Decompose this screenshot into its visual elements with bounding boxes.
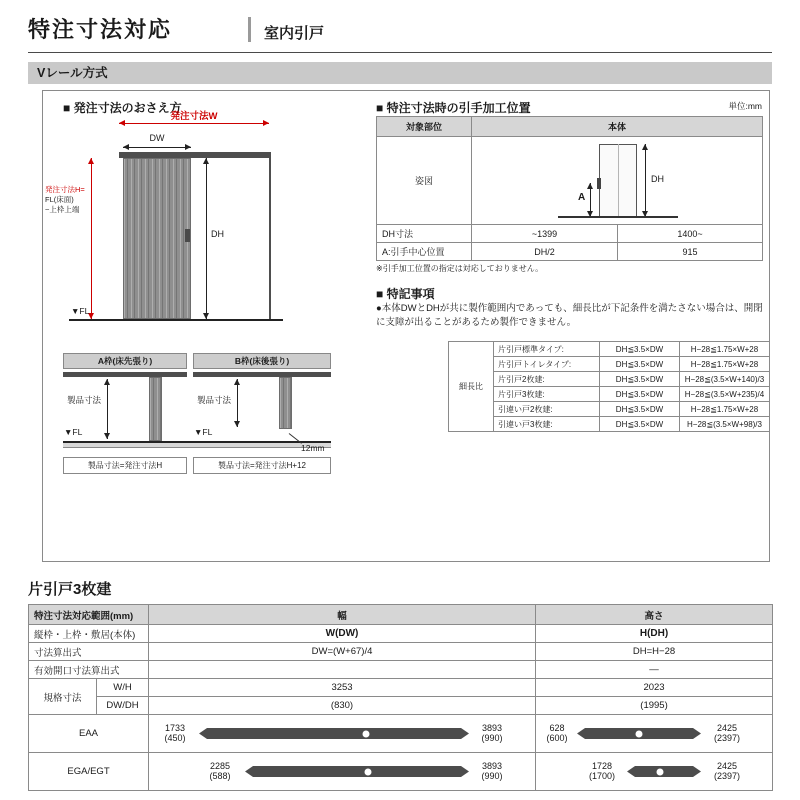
range-marker-dot (365, 768, 372, 775)
range-marker-dot (636, 730, 643, 737)
range-marker-dot (657, 768, 664, 775)
cell-standard-dwdh-w: (830) (149, 697, 536, 715)
page-subtitle: 室内引戸 (264, 25, 325, 42)
cell-body-label: 縦枠・上枠・敷居(本体) (29, 625, 149, 643)
eaa-height-range-cell (536, 715, 773, 753)
frame-b-door-slice (279, 377, 292, 429)
figure-dh-arrow (645, 144, 646, 217)
cell-a-value-low: DH/2 (472, 243, 618, 261)
cell-standard-wh: W/H (97, 679, 149, 697)
figure-handle-mark (597, 178, 601, 189)
range-max-subvalue: (2397) (714, 733, 741, 744)
dw-label: DW (149, 133, 165, 143)
range-min-value: 628 (549, 723, 565, 733)
range-row-eaa (29, 715, 773, 753)
frame-a-header: A枠(床先張り) (63, 353, 187, 369)
ratio-row (449, 372, 770, 387)
spec-formula-row (29, 643, 773, 661)
ega-height-range-bar (627, 766, 701, 777)
unit-label: 単位:mm (728, 101, 762, 111)
eaa-width-range-bar (199, 728, 469, 739)
figure-dh-label: DH (651, 174, 664, 184)
cell-col-width: 幅 (149, 605, 536, 625)
cell-spec-header-label: 特注寸法対応範囲(mm) (29, 605, 149, 625)
cell-dh-size-label: DH寸法 (377, 225, 472, 243)
cell-standard-wh-w: 3253 (149, 679, 536, 697)
order-section-heading: ■ 発注寸法のおさえ方 (63, 101, 182, 115)
cell-body-w: W(DW) (149, 625, 536, 643)
order-h-label (45, 185, 85, 215)
order-w-dimension-arrow (119, 123, 269, 124)
frame-b-dim-label: 製品寸法 (197, 395, 232, 405)
range-max-subvalue: (2397) (714, 771, 741, 782)
spec-header-row (29, 605, 773, 625)
slenderness-ratio-table (448, 341, 770, 432)
cell-ratio-f1: DH≦3.5×DW (600, 417, 680, 432)
cell-ratio-f2: H−28≦(3.5×W+98)/3 (680, 417, 770, 432)
cell-standard-wh-h: 2023 (536, 679, 773, 697)
figure-floor-line (558, 216, 678, 218)
cell-ratio-f2: H−28≦(3.5×W+235)/4 (680, 387, 770, 402)
frame-a-dim-label: 製品寸法 (67, 395, 102, 405)
frame-b-caption: 製品寸法=発注寸法H+12 (193, 457, 331, 474)
cell-standard-label: 規格寸法 (29, 679, 97, 715)
remarks-heading: ■ 特記事項 (376, 287, 435, 301)
frame-a-caption: 製品寸法=発注寸法H (63, 457, 187, 474)
handle-table-figure-row (377, 137, 763, 225)
cell-range-label-ega: EGA/EGT (29, 753, 149, 791)
cell-standard-dwdh-h: (1995) (536, 697, 773, 715)
section-banner: Vレール方式 (28, 62, 772, 84)
range-min-value: 2285 (210, 761, 231, 771)
range-min-value: 1728 (592, 761, 613, 771)
range-min-label (197, 761, 243, 782)
figure-door-centerline (618, 144, 619, 217)
cell-ratio-type: 片引戸3枚建: (494, 387, 600, 402)
ega-width-range-cell (149, 753, 536, 791)
cell-opening-h: ― (536, 661, 773, 679)
frame-a-door-slice (149, 377, 162, 441)
spec-standard-wh-row (29, 679, 773, 697)
frame-b-fl-label: ▼FL (194, 427, 213, 437)
order-h-dimension-arrow (91, 158, 92, 319)
cell-ratio-type: 片引戸2枚建: (494, 372, 600, 387)
spec-standard-dwdh-row (29, 697, 773, 715)
figure-a-label: A (578, 192, 586, 203)
cell-formula-h: DH=H−28 (536, 643, 773, 661)
cell-ratio-f2: H−28≦1.75×W+28 (680, 357, 770, 372)
frame-a-fl-label: ▼FL (64, 427, 83, 437)
range-row-ega (29, 753, 773, 791)
cell-ratio-f2: H−28≦1.75×W+28 (680, 402, 770, 417)
cell-ratio-f1: DH≦3.5×DW (600, 342, 680, 357)
range-min-subvalue: (588) (209, 771, 231, 782)
cell-opening-label: 有効開口寸法算出式 (29, 661, 149, 679)
cell-ratio-f1: DH≦3.5×DW (600, 387, 680, 402)
title-divider (248, 17, 251, 42)
cell-ratio-label: 細長比 (449, 342, 494, 432)
cell-ratio-type: 引違い戸2枚建: (494, 402, 600, 417)
cell-col-height: 高さ (536, 605, 773, 625)
door-panel (123, 158, 191, 319)
ratio-row (449, 357, 770, 372)
range-min-label (153, 723, 197, 744)
cell-standard-dwdh: DW/DH (97, 697, 149, 715)
dw-dimension-arrow (123, 147, 191, 148)
cell-ratio-f2: H−28≦1.75×W+28 (680, 342, 770, 357)
eaa-width-range-cell (149, 715, 536, 753)
order-h-label-line2: FL(床面) (45, 195, 74, 205)
ratio-row (449, 387, 770, 402)
handle-position-table (376, 116, 763, 261)
fl-label: ▼FL (71, 306, 90, 316)
cell-formula-label: 寸法算出式 (29, 643, 149, 661)
cell-range-label-eaa: EAA (29, 715, 149, 753)
header-rule (28, 52, 772, 53)
spec-section-heading: 片引戸3枚建 (28, 581, 112, 598)
gap-label: 12mm (301, 443, 325, 453)
range-min-label (578, 761, 626, 782)
floor-line (69, 319, 283, 321)
cell-opening-w (149, 661, 536, 679)
range-max-label (702, 723, 752, 744)
cell-formula-w: DW=(W+67)/4 (149, 643, 536, 661)
cell-ratio-type: 片引戸トイレタイプ: (494, 357, 600, 372)
cell-dh-range-low: ~1399 (472, 225, 618, 243)
figure-cell (472, 137, 763, 225)
cell-ratio-type: 引違い戸3枚建: (494, 417, 600, 432)
frame-b-header: B枠(床後張り) (193, 353, 331, 369)
frame-b-dimension-arrow (237, 379, 238, 427)
cell-ratio-f1: DH≦3.5×DW (600, 357, 680, 372)
cell-dh-range-high: 1400~ (618, 225, 763, 243)
range-max-value: 3893 (482, 723, 503, 733)
order-h-label-line3: ~上枠上端 (45, 205, 80, 215)
range-min-value: 1733 (165, 723, 186, 733)
range-min-label (538, 723, 576, 744)
frame-a-dimension-arrow (107, 379, 108, 439)
ratio-row (449, 402, 770, 417)
range-max-subvalue: (990) (481, 771, 503, 782)
right-jamb (269, 152, 271, 319)
order-w-label: 発注寸法W (170, 111, 218, 122)
dh-label: DH (211, 229, 224, 239)
eaa-height-range-bar (577, 728, 701, 739)
range-max-value: 2425 (717, 761, 738, 771)
handle-table-dh-row (377, 225, 763, 243)
handle-note: ※引手加工位置の指定は対応しておりません。 (376, 264, 544, 273)
range-min-subvalue: (600) (546, 733, 568, 744)
spec-opening-row (29, 661, 773, 679)
range-max-value: 2425 (717, 723, 738, 733)
range-min-subvalue: (450) (164, 733, 186, 744)
section-floor-band (63, 441, 331, 448)
cell-body: 本体 (472, 117, 763, 137)
cell-a-position-label: A:引手中心位置 (377, 243, 472, 261)
cell-ratio-f1: DH≦3.5×DW (600, 402, 680, 417)
range-min-subvalue: (1700) (589, 771, 616, 782)
cell-a-value-high: 915 (618, 243, 763, 261)
spec-table (28, 604, 773, 791)
dh-dimension-arrow (206, 158, 207, 319)
ega-height-range-cell (536, 753, 773, 791)
cell-ratio-type: 片引戸標準タイプ: (494, 342, 600, 357)
frame-a-rail (63, 372, 187, 377)
range-max-value: 3893 (482, 761, 503, 771)
ratio-row (449, 417, 770, 432)
handle-table-a-row (377, 243, 763, 261)
figure-a-arrow (590, 183, 591, 217)
spec-body-row (29, 625, 773, 643)
cell-target-part: 対象部位 (377, 117, 472, 137)
range-max-label (702, 761, 752, 782)
main-panel (42, 90, 770, 562)
handle-section-heading: ■ 特注寸法時の引手加工位置 (376, 101, 531, 115)
cell-ratio-f2: H−28≦(3.5×W+140)/3 (680, 372, 770, 387)
page-title: 特注寸法対応 (28, 17, 173, 42)
range-max-subvalue: (990) (481, 733, 503, 744)
ega-width-range-bar (245, 766, 469, 777)
cell-ratio-f1: DH≦3.5×DW (600, 372, 680, 387)
handle-table-header-row (377, 117, 763, 137)
ratio-row (449, 342, 770, 357)
range-max-label (469, 761, 515, 782)
order-h-label-line1: 発注寸法H= (45, 185, 85, 194)
frame-b-rail (193, 372, 331, 377)
cell-body-h: H(DH) (536, 625, 773, 643)
remarks-bullet: ●本体DWとDHが共に製作範囲内であっても、細長比が下記条件を満たさない場合は、開閉に支障が出ることがあるため製作できません。 (376, 303, 763, 329)
range-max-label (469, 723, 515, 744)
cell-figure-label: 姿図 (377, 137, 472, 225)
range-marker-dot (363, 730, 370, 737)
door-handle-notch (185, 229, 190, 242)
